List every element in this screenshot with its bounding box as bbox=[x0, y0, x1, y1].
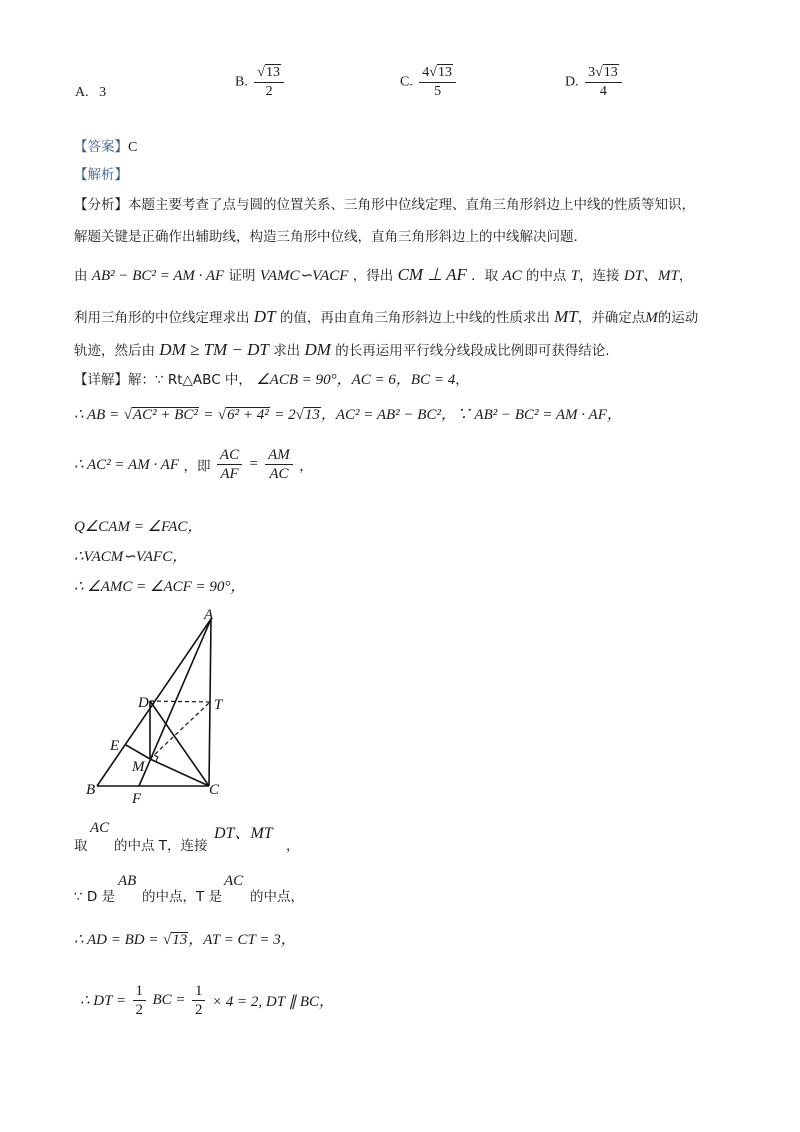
fenxi-line2: 解题关键是正确作出辅助线，构造三角形中位线，直角三角形斜边上的中线解决问题. bbox=[74, 229, 578, 245]
label-e: E bbox=[110, 738, 120, 754]
label-d: D bbox=[138, 695, 149, 711]
ratio-line: ∴ AC² = AM · AF ，即 $\frac{AC}{AF}$ = $\frac{AM}{AC}$ ， bbox=[74, 447, 313, 482]
option-c-fraction: $\frac{4√13}{5}$ bbox=[419, 64, 456, 101]
dt-line: ∴ DT = $\frac{1}{2}$ BC = $\frac{1}{2}$ × 4 = 2, DT ∥ BC， bbox=[80, 983, 335, 1018]
segment-em bbox=[126, 745, 150, 759]
ratio-fraction-1: $\frac{AC}{AF}$ bbox=[217, 446, 242, 483]
fenxi-line1: 【分析】本题主要考查了点与圆的位置关系、三角形中位线定理、直角三角形斜边上中线的性质等知识， bbox=[74, 197, 695, 213]
para1: 由 AB² − BC² = AM · AF 证明 VAMC∽VACF ，得出 CM ⊥ AF ．取 AC 的中点 T，连接 DT、MT， bbox=[74, 265, 693, 284]
label-b: B bbox=[86, 782, 96, 798]
option-d: D. $\frac{3√13}{4}$ bbox=[565, 64, 624, 101]
label-m: M bbox=[132, 759, 145, 775]
right-angle-mark bbox=[154, 755, 158, 761]
label-a: A bbox=[204, 607, 214, 623]
para2: 利用三角形的中位线定理求出 DT 的值，再由直角三角形斜边上中线的性质求出 MT，并确定点M的运动 bbox=[74, 307, 699, 326]
step-3: ∴ ∠AMC = ∠ACF = 90°， bbox=[74, 579, 246, 595]
because-line: ∵ D 是 AB 的中点，T 是 AC 的中点， bbox=[74, 873, 304, 905]
option-c: C. $\frac{4√13}{5}$ bbox=[400, 64, 458, 101]
label-t: T bbox=[214, 697, 223, 713]
para3: 轨迹，然后由 DM ≥ TM − DT 求出 DM 的长再运用平行线分线段成比例即可获得结论. bbox=[74, 340, 610, 359]
ad-line: ∴ AD = BD = √13，AT = CT = 3， bbox=[74, 932, 296, 948]
option-b: B. $\frac{√13}{2}$ bbox=[235, 64, 286, 101]
ratio-fraction-2: $\frac{AM}{AC}$ bbox=[265, 446, 293, 483]
xiangjie-line: 【详解】解：∵ Rt△ABC 中， ∠ACB = 90°，AC = 6，BC = 4， bbox=[74, 372, 469, 388]
segment-dt-dashed bbox=[150, 701, 210, 702]
label-f: F bbox=[132, 791, 142, 805]
answer-line: 【答案】C bbox=[74, 139, 138, 155]
label-c: C bbox=[209, 782, 220, 798]
ab-line: ∴ AB = √AC² + BC² = √6² + 4² = 2√13，AC² = AB² − BC²，∵ AB² − BC² = AM · AF， bbox=[74, 407, 622, 423]
dt-fraction-1: $\frac{1}{2}$ bbox=[133, 982, 147, 1019]
geometry-figure bbox=[80, 605, 250, 805]
analysis-tag: 【解析】 bbox=[74, 167, 128, 183]
option-b-fraction: $\frac{√13}{2}$ bbox=[254, 64, 284, 101]
option-a: A. 3 bbox=[75, 85, 107, 100]
option-d-fraction: $\frac{3√13}{4}$ bbox=[585, 64, 622, 101]
dt-fraction-2: $\frac{1}{2}$ bbox=[192, 982, 206, 1019]
segment-mt-dashed bbox=[150, 702, 210, 759]
step-2: ∴VACM∽VAFC， bbox=[74, 549, 188, 565]
step-1: Q∠CAM = ∠FAC， bbox=[74, 519, 203, 535]
